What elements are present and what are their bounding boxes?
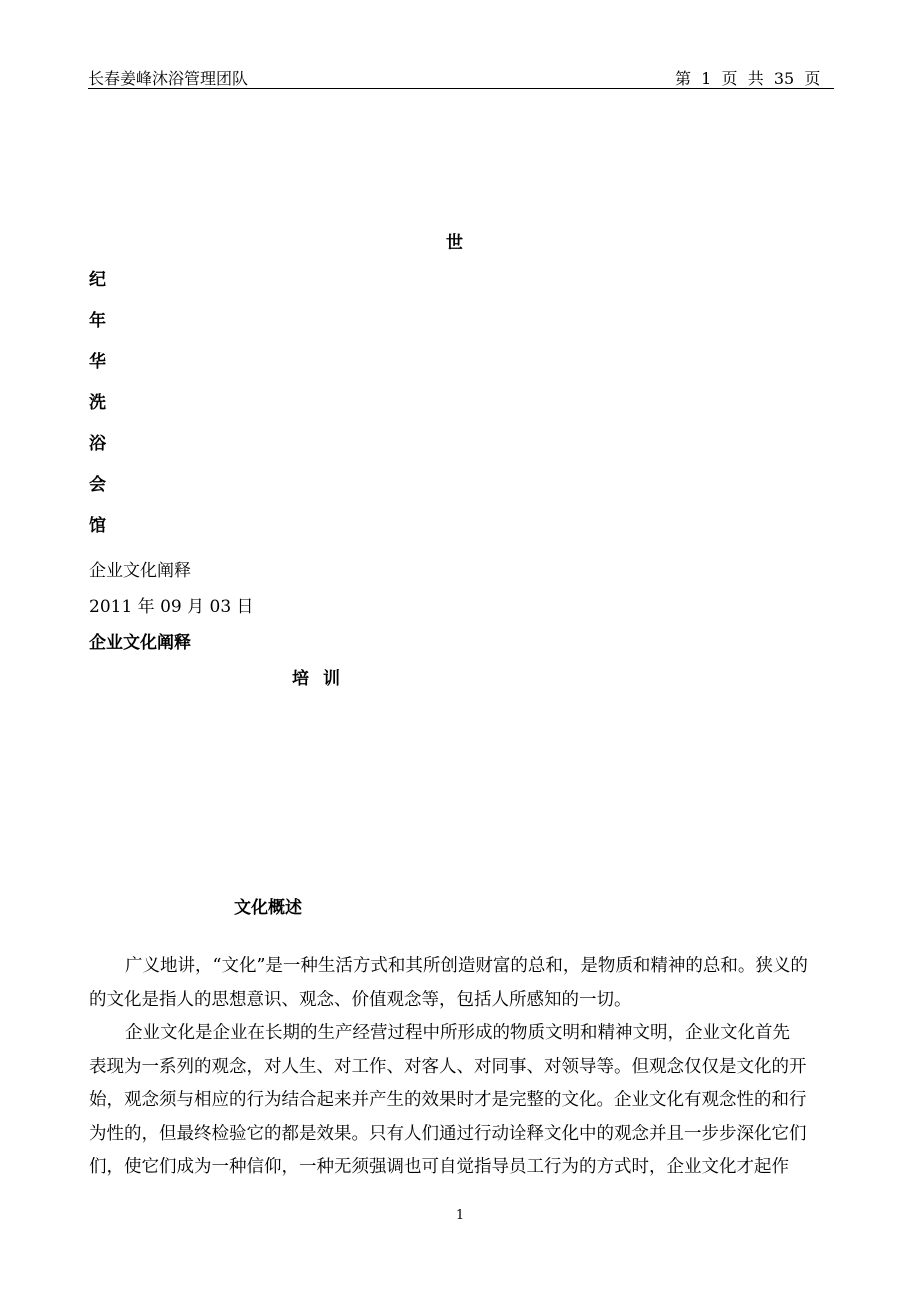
title-first-char: 世 (446, 233, 463, 253)
body-line: 始，观念须与相应的行为结合起来并产生的效果时才是完整的文化。企业文化有观念性的和行 (89, 1090, 807, 1110)
title-char: 纪 (89, 270, 106, 290)
title-char: 年 (89, 311, 106, 331)
body-text (89, 950, 835, 1185)
page-header (88, 64, 834, 89)
body-line: 表现为一系列的观念，对人生、对工作、对客人、对同事、对领导等。但观念仅仅是文化的开 (89, 1056, 807, 1077)
body-line: 们，使它们成为一种信仰，一种无须强调也可自觉指导员工行为的方式时，企业文化才起作 (89, 1157, 789, 1177)
page-number: 1 (455, 1208, 465, 1223)
title-char: 洗 (89, 393, 106, 413)
body-line: 广义地讲，“文化”是一种生活方式和其所创造财富的总和，是物质和精神的总和。狭义的 (125, 956, 808, 976)
title-char: 华 (89, 352, 106, 372)
title-char: 会 (89, 475, 106, 495)
body-line: 的文化是指人的思想意识、观念、价值观念等，包括人所感知的一切。 (89, 989, 632, 1010)
document-date: 2011 年 09 月 03 日 (89, 597, 254, 617)
title-vertical-chars (89, 269, 106, 556)
bold-title: 企业文化阐释 (89, 633, 191, 653)
header-team-name: 长春姜峰沐浴管理团队 (88, 69, 249, 88)
body-line: 为性的，但最终检验它的都是效果。只有人们通过行动诠释文化中的观念并且一步步深化它们 (89, 1123, 807, 1144)
body-line: 企业文化是企业在长期的生产经营过程中所形成的物质文明和精神文明，企业文化首先 (125, 1023, 790, 1043)
title-char: 馆 (89, 516, 106, 536)
subtitle: 企业文化阐释 (89, 561, 191, 581)
training-label: 培训 (292, 669, 354, 689)
header-page-count: 第 1 页 共 35 页 (675, 69, 821, 88)
title-char: 浴 (89, 434, 106, 454)
section-heading: 文化概述 (234, 898, 302, 918)
